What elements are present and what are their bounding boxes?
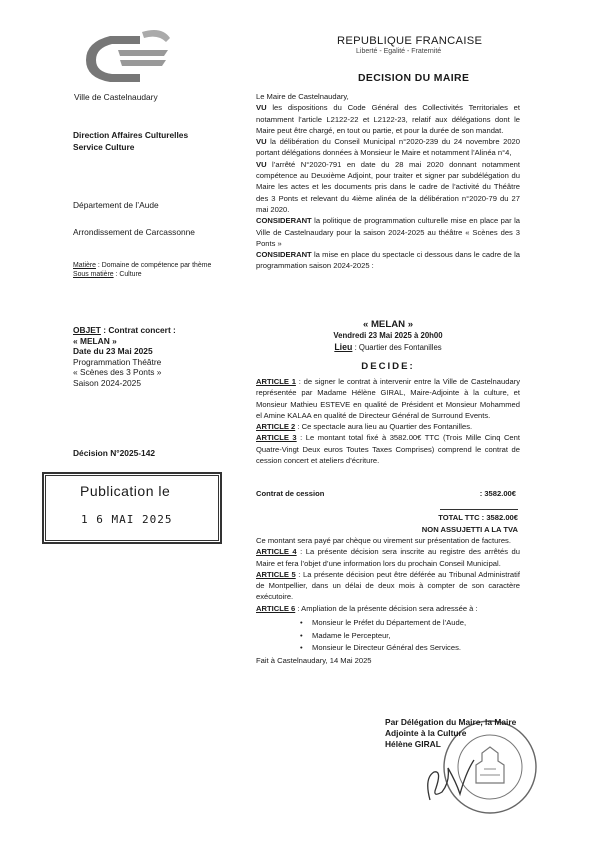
total-rule [440,509,518,510]
show-name: « MELAN » [362,319,414,330]
lieu-value: : Quartier des Fontanilles [352,342,442,352]
non-assujetti: NON ASSUJETTI A LA TVA [421,525,518,534]
contrat-value: : 3582.00€ [479,489,516,498]
motto: Liberté - Egalité - Fraternité [356,48,442,55]
recipient: • Madame le Percepteur, [312,630,576,643]
matiere-block [73,261,233,279]
done-at: Fait à Castelnaudary, 14 Mai 2025 [256,655,372,665]
lieu-label: Lieu [334,341,353,352]
direction-block [73,130,188,153]
articles-4-6 [256,535,520,666]
total-ttc: TOTAL TTC : 3582.00€ [438,513,518,522]
service-line: Service Culture [73,141,135,152]
preamble [256,91,520,272]
city-name: Ville de Castelnaudary [74,92,158,102]
article-1: ARTICLE 1 : de signer le contrat à intervenir entre la Ville de Castelnaudary représentée par Madame Hélène GIRAL, Maire-Adjointe à la culture, et Monsieur Mathieu ESTEVE en qualité de Président et Monsieur Mohammed el Amine KALAA en qualité de Directeur Général de Surround Events. [256,377,520,420]
objet-line: « Scènes des 3 Ponts » [73,367,162,378]
city-logo [80,28,172,88]
objet-line: Programmation Théâtre [73,356,162,367]
articles-1-3 [256,376,520,466]
article-4: ARTICLE 4 : La présente décision sera inscrite au registre des arrêtés du Maire et fera l’objet d’une information lors du prochain Conseil Municipal. [256,547,520,568]
department: Département de l’Aude [73,200,159,210]
handwritten-signature [412,742,482,802]
signature-line: Par Délégation du Maire, la Maire [385,717,517,727]
stamp-date: 1 6 MAI 2025 [81,513,173,526]
signer-name: Hélène GIRAL [385,739,441,750]
vu-clause: VU l’arrêté N°2020-791 en date du 28 mai 2020 donnant notamment compétence au Deuxième Adjoint, pour traiter et signer par subdélégation du Maire les actes et les documents pris dans le cadre de l’activité du Théâtre des 3 Ponts et relevant du 4ième alinéa de la délibération n°2020-79 du 27 mai 2020. [256,159,520,214]
republic-heading: REPUBLIQUE FRANCAISE [337,35,483,47]
article-2: ARTICLE 2 : Ce spectacle aura lieu au Quartier des Fontanilles. [256,422,473,432]
vu-clause: VU les dispositions du Code Général des Collectivités Territoriales et notamment l’article L2122-22 et L2122-23, relatif aux délégations dont le Maire peut être chargé, en tout ou partie, et pour la durée de son mandat. [256,103,520,135]
objet-rest: : Contrat concert : [100,325,176,335]
signature-block [385,717,555,751]
contrat-label: Contrat de cession [256,489,325,498]
sous-matiere-label: Sous matière [73,271,114,278]
arrondissement: Arrondissement de Carcassonne [73,227,195,237]
recipient: • Monsieur le Préfet du Département de l’Aude, [312,617,576,630]
show-block [256,319,520,353]
matiere-value: : Domaine de compétence par thème [95,262,212,269]
objet-line: Saison 2024-2025 [73,377,141,388]
article-6: ARTICLE 6 : Ampliation de la présente décision sera adressée à : [256,603,478,613]
objet-block [73,325,243,389]
objet-date: Date du 23 Mai 2025 [73,346,153,357]
considerant-clause: CONSIDERANT la mise en place du spectacle ci dessous dans le cadre de la programmation saison 2024-2025 : [256,250,520,271]
payment-note: Ce montant sera payé par chèque ou virement sur présentation de factures. [256,536,511,545]
intro: Le Maire de Castelnaudary, [256,92,349,101]
recipient-list [312,617,576,655]
show-date: Vendredi 23 Mai 2025 à 20h00 [333,331,443,340]
document-title: DECISION DU MAIRE [358,73,470,84]
stamp-title: Publication le [80,483,171,499]
article-3: ARTICLE 3 : Le montant total fixé à 3582.00€ TTC (Trois Mille Cinq Cent Quatre-Vingt Deux euros Toutes Taxes Comprises) comprend le contrat de cession concert et ateliers d’écriture. [256,433,520,466]
direction-line: Direction Affaires Culturelles [73,130,189,140]
decide-heading: DECIDE: [361,361,415,372]
objet-name: « MELAN » [73,335,117,346]
matiere-label: Matière [73,262,96,269]
recipient: • Monsieur le Directeur Général des Services. [312,642,576,655]
decision-number: Décision N°2025-142 [73,448,156,458]
considerant-clause: CONSIDERANT la politique de programmation culturelle mise en place par la Ville de Castelnaudary pour la saison 2024-2025 au théâtre « Scènes des 3 Ponts » [256,216,520,248]
signature-line: Adjointe à la Culture [385,728,467,739]
article-5: ARTICLE 5 : La présente décision peut être déférée au Tribunal Administratif de Montpellier, dans un délai de deux mois à compter de son caractère exécutoire. [256,569,520,602]
sous-matiere-value: : Culture [113,271,142,278]
vu-clause: VU la délibération du Conseil Municipal n°2020-239 du 24 novembre 2020 portant délégations données à Monsieur le Maire et notamment l’Alinéa n°4, [256,137,520,158]
objet-label: OBJET [73,325,101,335]
